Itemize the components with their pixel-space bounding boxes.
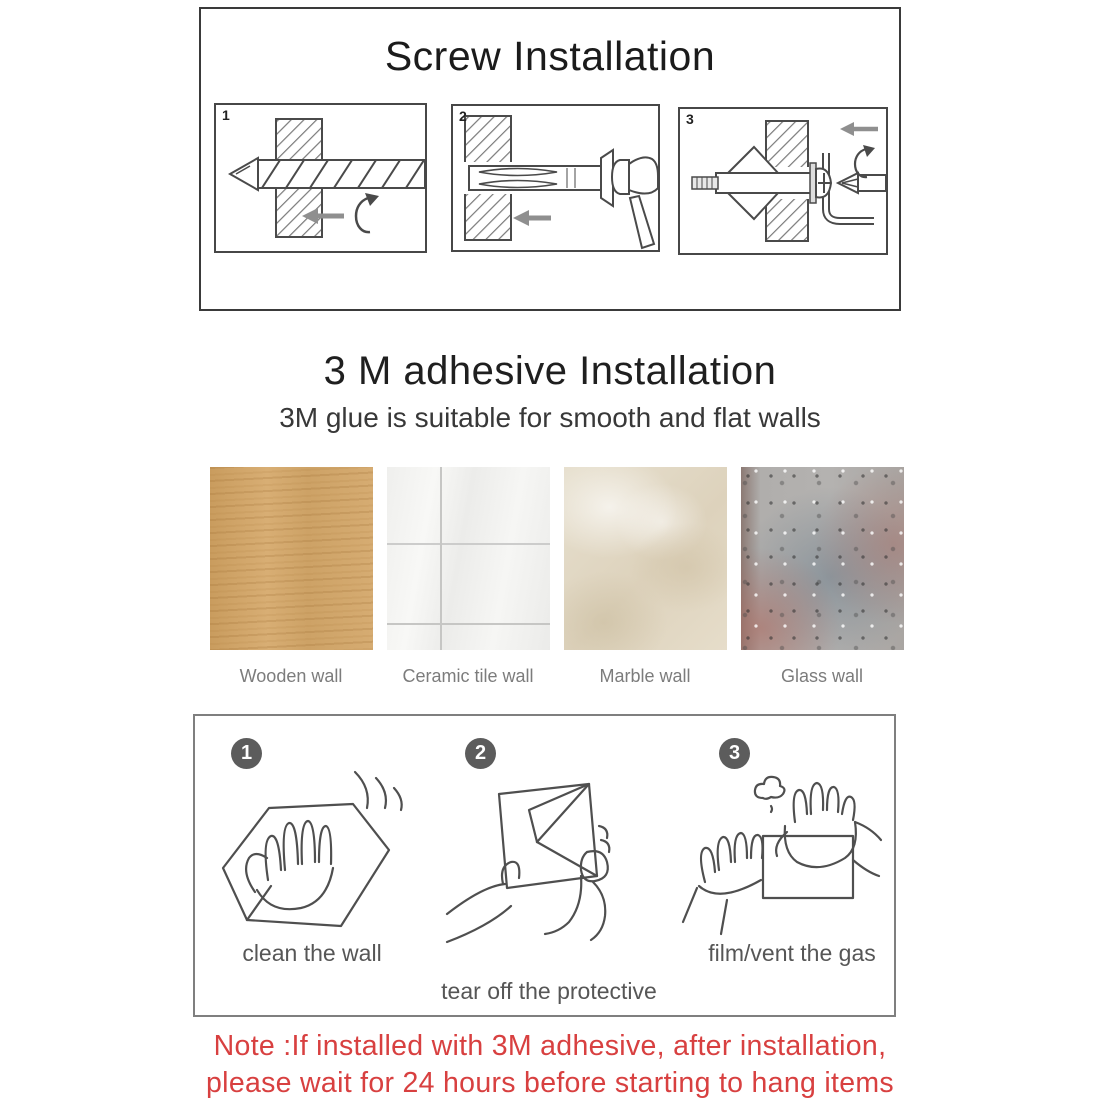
screw-installation-section <box>199 7 901 311</box>
wall-type-label: Ceramic tile wall <box>402 666 534 686</box>
panel-number: 2 <box>459 108 467 124</box>
adhesive-section-title: 3 M adhesive Installation <box>323 349 777 393</box>
screw-step-panel-anchor <box>451 104 660 252</box>
panel-number: 3 <box>686 111 694 127</box>
wall-type-swatches <box>210 467 904 650</box>
screw-step-panel-drill <box>214 103 427 253</box>
peel-film-hands-icon <box>441 764 656 949</box>
adhesive-section-subtitle: 3M glue is suitable for smooth and flat walls <box>279 402 821 433</box>
wipe-wall-hand-icon <box>213 764 423 939</box>
adhesive-steps-section <box>193 714 896 1017</box>
note-text <box>0 1028 1100 1100</box>
wall-type-label: Marble wall <box>599 666 691 686</box>
anchor-hammer-diagram-icon <box>453 106 658 250</box>
step-number-badge: 3 <box>719 738 750 769</box>
note-line-1: Note :If installed with 3M adhesive, after installation, <box>213 1030 887 1062</box>
step-number-badge: 2 <box>465 738 496 769</box>
note-line-2: please wait for 24 hours before starting to hang items <box>206 1067 894 1099</box>
toggle-bolt-screwdriver-diagram-icon <box>680 109 886 253</box>
ceramic-tile-wall-texture <box>387 467 550 650</box>
drill-wall-diagram-icon <box>216 105 425 251</box>
wall-type-label: Glass wall <box>780 666 864 686</box>
screw-section-title: Screw Installation <box>384 33 716 79</box>
glass-wall-texture <box>741 467 904 650</box>
marble-wall-texture <box>564 467 727 650</box>
step-number-badge: 1 <box>231 738 262 769</box>
wall-type-label: Wooden wall <box>239 666 343 686</box>
step-caption: clean the wall <box>242 940 382 966</box>
screw-step-panel-toggle-bolt <box>678 107 888 255</box>
step-caption: film/vent the gas <box>708 940 876 966</box>
step-caption: tear off the protective <box>441 978 657 1004</box>
panel-number: 1 <box>222 107 230 123</box>
wooden-wall-texture <box>210 467 373 650</box>
press-film-hands-icon <box>675 764 885 939</box>
